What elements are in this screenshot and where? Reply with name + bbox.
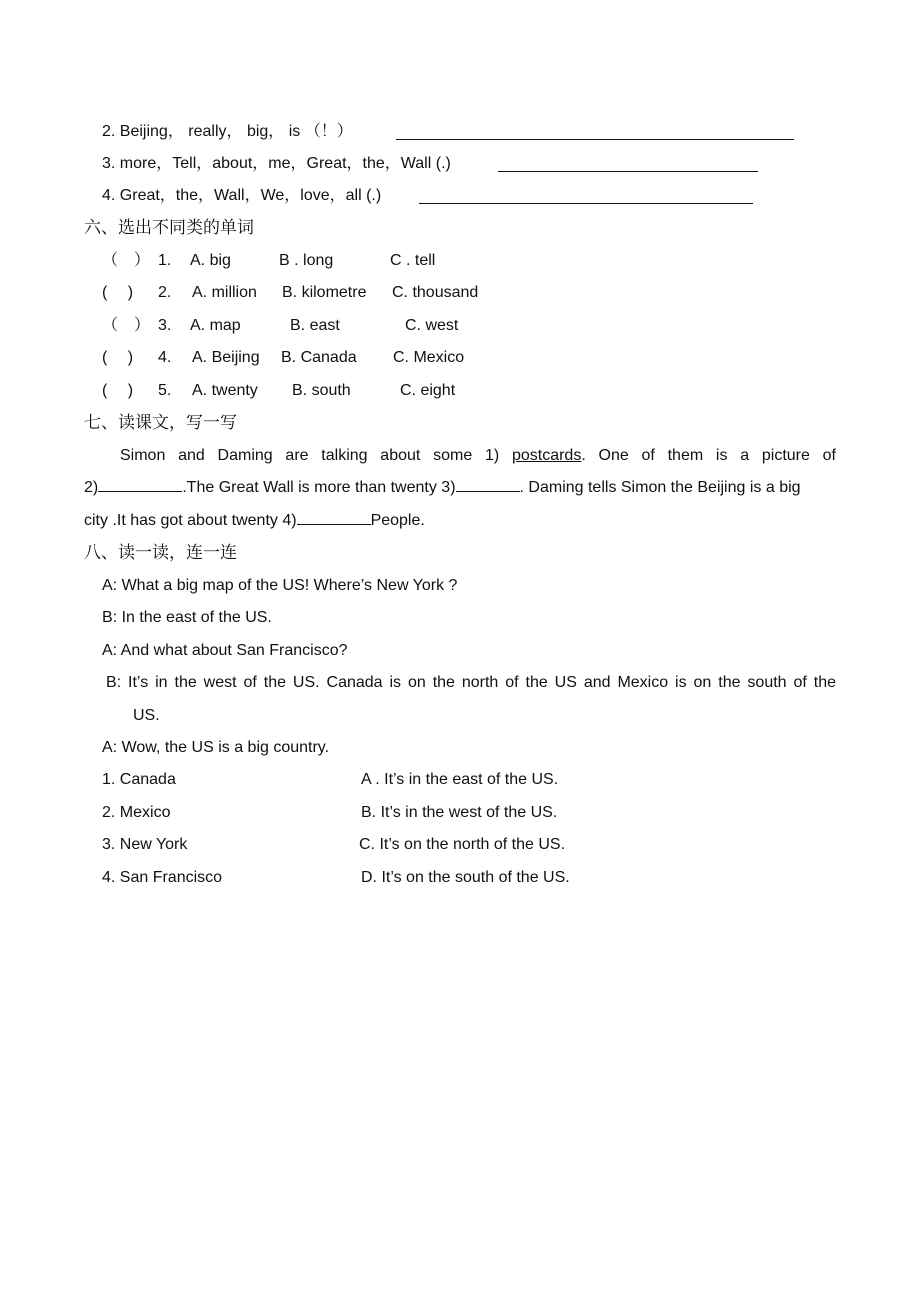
reorder-words: 4. Great，the，Wall，We，love，all (.) [102,187,382,204]
reorder-item-4 [102,185,381,207]
question-number: 4. [158,349,172,366]
choice-row-2 [102,282,562,304]
question-number: 3. [158,317,172,334]
passage-line-2 [84,477,801,499]
question-number: 1. [158,252,172,269]
passage-text: city .It has got about twenty 4) [84,512,297,529]
choice-row-3 [102,315,562,337]
question-number: 5. [158,382,172,399]
answer-paren[interactable]: ( ) [102,284,134,301]
fill-blank-2[interactable] [98,477,182,492]
passage-text: .The Great Wall is more than twenty 3) [182,479,456,496]
section-6-title: 六、选出不同类的单词 [84,218,254,238]
option-b: B . long [279,252,334,269]
passage-text: . One of them is a picture of [581,447,836,464]
match-left-4[interactable]: 4. San Francisco [102,869,223,886]
answer-paren[interactable]: （ ） [102,252,151,269]
match-right-b[interactable]: B. It’s in the west of the US. [361,804,558,821]
option-c: C . tell [390,252,436,269]
choice-row-1 [102,250,562,272]
reorder-words: 2. Beijing， really， big， is （！） [102,123,353,140]
dialogue-line: US. [133,707,160,724]
dialogue-line: A: What a big map of the US! Where’s New York ? [102,577,458,594]
fill-blank-3[interactable] [456,477,520,492]
option-b: B. Canada [281,349,357,366]
option-a: A. twenty [192,382,258,399]
dialogue-line: B: It’s in the west of the US. Canada is on the north of the US and Mexico is on the south of the [106,674,836,691]
question-number: 2. [158,284,172,301]
option-a: A. map [190,317,241,334]
dialogue-line: A: And what about San Francisco? [102,642,348,659]
reorder-words: 3. more，Tell，about，me，Great，the，Wall (.) [102,155,451,172]
dialogue-line: B: In the east of the US. [102,609,272,626]
option-b: B. south [292,382,351,399]
passage-text: People. [370,512,425,529]
passage-line-1 [120,445,836,467]
reorder-item-2 [102,121,353,143]
option-c: C. eight [400,382,456,399]
match-left-1[interactable]: 1. Canada [102,771,176,788]
option-a: A. million [192,284,257,301]
answer-line-4[interactable] [419,189,753,204]
filled-answer-1: postcards [511,447,582,464]
option-c: C. west [405,317,459,334]
match-right-d[interactable]: D. It’s on the south of the US. [361,869,570,886]
choice-row-4 [102,347,562,369]
option-c: C. thousand [392,284,479,301]
choice-row-5 [102,380,562,402]
passage-text: Simon and Daming are talking about some 1) [120,447,500,464]
answer-paren[interactable]: ( ) [102,382,134,399]
answer-paren[interactable]: （ ） [102,317,151,334]
answer-line-2[interactable] [396,125,794,140]
fill-blank-4[interactable] [297,510,371,525]
option-c: C. Mexico [393,349,465,366]
option-b: B. kilometre [282,284,367,301]
match-left-3[interactable]: 3. New York [102,836,188,853]
reorder-item-3 [102,153,451,175]
section-8-title: 八、读一读，连一连 [84,543,237,563]
match-right-a[interactable]: A . It’s in the east of the US. [361,771,559,788]
passage-line-3 [84,510,425,532]
answer-paren[interactable]: ( ) [102,349,134,366]
dialogue-line: A: Wow, the US is a big country. [102,739,330,756]
section-7-title: 七、读课文，写一写 [84,413,237,433]
passage-text: . Daming tells Simon the Beijing is a big [519,479,801,496]
option-a: A. Beijing [192,349,260,366]
match-left-2[interactable]: 2. Mexico [102,804,171,821]
passage-text: 2) [84,479,99,496]
option-a: A. big [190,252,231,269]
option-b: B. east [290,317,340,334]
match-right-c[interactable]: C. It’s on the north of the US. [359,836,566,853]
answer-line-3[interactable] [498,157,758,172]
